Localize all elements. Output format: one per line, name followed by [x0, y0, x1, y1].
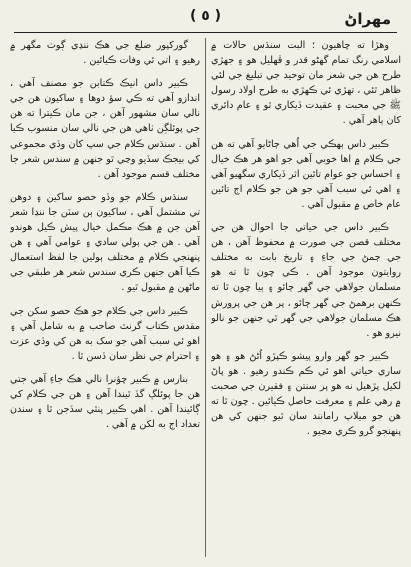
- paragraph: ڪبير داس ٻهڪي جي اُهي ڄاڻايو آهي ته هن جي ڪلام ۾ اها خوبي آهي جو اهو هر هڪ خيال ۽ احساس جو عوام تائين اثر ڏيکاري سگهيو آهي ۽ اهي ئي سبب آهي جو هن جو ڪلام اڄ تائين عام خاص ۾ مقبول آهي .: [211, 138, 401, 210]
- paragraph: سنڌس ڪلام جو وڏو حصو ساکين ۽ دوهن تي مشتمل آهي ، ساکيون ٻن سٽن جا ننڍا شعر آهن جن ۾ هڪ مڪمل خيال پيش ڪيل هوندو آهي . هن جي ٻولي سادي ۽ عوامي آهي ۽ هن پنهنجي ڪلام ۾ مختلف ٻولين جا لفظ استعمال ڪيا آهن جنهن ڪري سندس شعر هر طبقي جي ماڻهن ۾ مقبول ٿيو .: [10, 191, 200, 294]
- paragraph: وهڙا ته چاهيون ؛ البت سنڌس حالات ۾ اسلامي رنگ تمام گهڻو قدر و ڦهليل هو ۽ جهڙي طرح هن جي شعر مان توحيد جي تبليغ جي لئي ظاهر ٿئي ، تهڙي ئي ڪهڙي به طرح اولاد رسول ﷺ جي محبت ۽ عقيدت ڏيکاري ٿو ۽ عام دائري کان ٻاهر آهي .: [211, 40, 401, 127]
- left-column: [10, 38, 200, 557]
- column-divider: [205, 38, 206, 557]
- paragraph: ڪبير داس جي ڪلام جو هڪ حصو سکن جي مقدس ڪتاب گرنٿ صاحب ۾ به شامل آهي ۽ اهو ئي سبب آهي جو سک به هن کي وڏي عزت ۽ احترام جي نظر سان ڏسن ٿا .: [10, 305, 200, 362]
- page-number: ( ٥ ): [189, 8, 222, 24]
- journal-title: مهراڻ: [344, 10, 391, 28]
- paragraph: بنارس ۾ ڪبير چؤنرا نالي هڪ جاءِ آهي جتي هن جا پوئلڳ گڏ ٿيندا آهن ۽ هن جي ڪلام کي ڳائيندا آهن . اهي ڪبير پنٿي سڏجن ٿا ۽ سندن تعداد اڄ به لکن ۾ آهي .: [10, 373, 200, 431]
- right-column: [211, 38, 401, 557]
- paragraph: ڪبير داس انيڪ ڪتابن جو مصنف آهي ، اندازو آهي ته ڪي سؤ دوها ۽ ساکيون هن جي نالي سان مشهور آهن ، جن مان ڪيترا ته هن جي پوئلڳن ٺاهي هن جي نالي سان منسوب ڪيا آهن . سنڌس ڪلام جي سڀ کان وڏي مجموعي کي بيجڪ سڏيو وڃي ٿو جنهن ۾ سندس شعر جا مختلف قسم موجود آهن .: [10, 78, 200, 180]
- paragraph: ڪبير داس جي حياتي جا احوال هن جي مختلف قصن جي صورت ۾ محفوظ آهن ، هن جي ڄمڻ جي جاءِ ۽ تاريخ بابت به مختلف روايتون موجود آهن . ڪي چون ٿا ته هو مسلمان جولاهي جي گهر ڄائو ۽ ٻيا چون ٿا ته ڪنهن برهمڻ جي گهر ڄائو ، پر هن جي پرورش هڪ مسلمان جولاهي جي گهر ٿي جنهن جو نالو نيرو هو .: [211, 222, 401, 339]
- page-header: [14, 6, 397, 32]
- paragraph: گورکپور ضلع جي هڪ ننڍي ڳوٺ مگهر ۾ رهيو ۽ اتي ئي وفات ڪيائين .: [10, 40, 200, 67]
- paragraph: ڪبير جو گهر وارو پيشو ڪپڙو اُڻڻ هو ۽ هو ساري حياتي اهو ئي ڪم ڪندو رهيو . هو پاڻ لکيل پڙهيل نه هو پر سنتن ۽ فقيرن جي صحبت ۾ رهي علم ۽ معرفت حاصل ڪيائين . چون ٿا ته هن جو ميلاپ رامانند سان ٿيو جنهن کي هن پنهنجو گرو ڪري مڃيو .: [211, 350, 401, 438]
- header-rule: [14, 32, 397, 33]
